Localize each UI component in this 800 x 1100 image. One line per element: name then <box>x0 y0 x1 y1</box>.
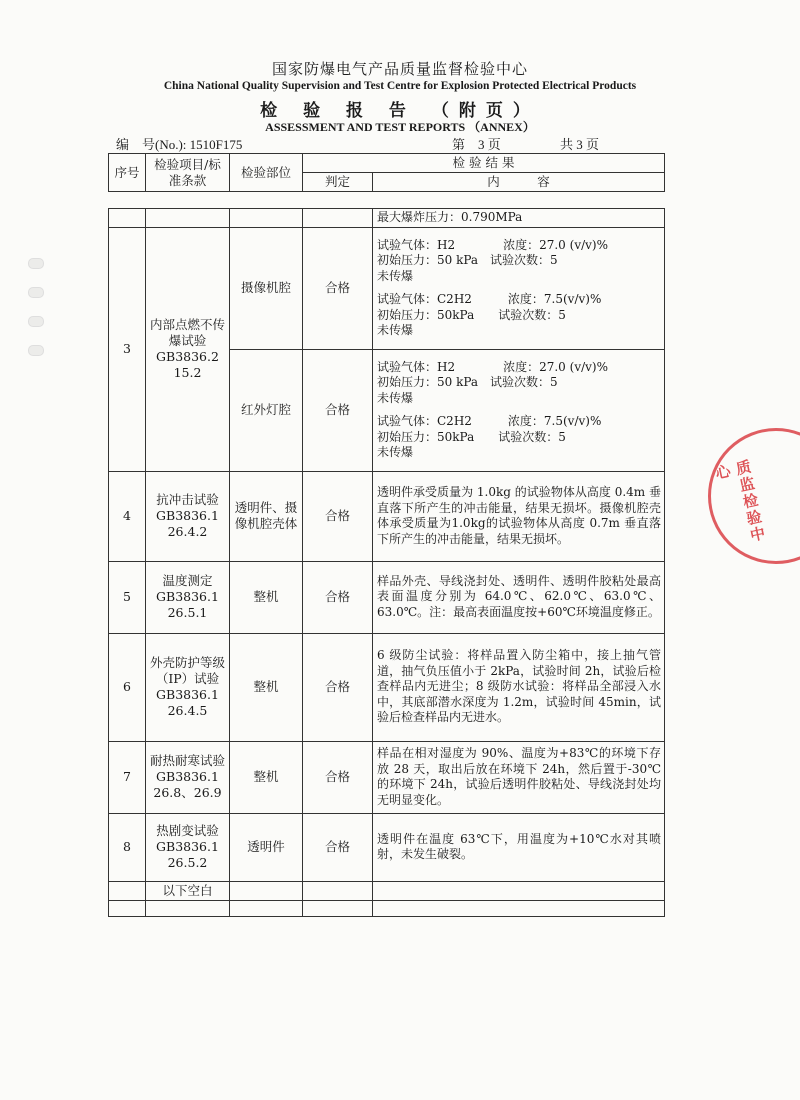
row-result <box>373 633 665 741</box>
report-title-en: ASSESSMENT AND TEST REPORTS （ANNEX） <box>265 120 535 134</box>
result-text: 样品在相对湿度为 90%、温度为+83℃的环境下存放 28 天，取出后放在环境下 24h，然后置于-30℃的环境下 24h，试验后透明件胶粘处、导线浇封处均无明显变化。 <box>377 746 661 807</box>
row-verdict: 合格 <box>303 741 373 813</box>
row-verdict <box>303 881 373 900</box>
result-line: 未传爆 <box>377 445 414 459</box>
row-part: 透明件、摄像机腔壳体 <box>230 471 303 561</box>
table-row <box>109 813 665 881</box>
column-header-table <box>108 153 665 192</box>
row-seq <box>109 209 146 228</box>
col-part: 检验部位 <box>230 154 303 192</box>
result-line: 试验气体：C2H2 浓度：7.5(v/v)% <box>377 292 602 306</box>
page-number: 第 3 页 <box>452 137 501 152</box>
row-result <box>373 209 665 228</box>
result-line: 初始压力：50 kPa 试验次数：5 <box>377 375 558 389</box>
result-line: 最大爆炸压力：0.790MPa <box>377 210 523 224</box>
row-result <box>373 900 665 916</box>
result-text: 透明件承受质量为 1.0kg 的试验物体从高度 0.4m 垂直落下所产生的冲击能量，结果无损坏。摄像机腔壳体承受质量为1.0kg的试验物体从高度 0.7m 垂直落下所产生的冲击能量，结果无损坏。 <box>377 485 661 546</box>
row-seq: 7 <box>109 741 146 813</box>
row-result <box>373 741 665 813</box>
row-part: 整机 <box>230 741 303 813</box>
row-result <box>373 227 665 349</box>
row-verdict <box>303 900 373 916</box>
result-line: 初始压力：50kPa 试验次数：5 <box>377 429 566 444</box>
row-verdict: 合格 <box>303 227 373 349</box>
row-verdict: 合格 <box>303 471 373 561</box>
row-seq: 3 <box>109 227 146 471</box>
row-seq: 5 <box>109 561 146 633</box>
row-part: 红外灯腔 <box>230 349 303 471</box>
row-part <box>230 209 303 228</box>
row-result <box>373 881 665 900</box>
row-verdict: 合格 <box>303 813 373 881</box>
row-seq: 6 <box>109 633 146 741</box>
row-part: 整机 <box>230 561 303 633</box>
row-item: 外壳防护等级（IP）试验 GB3836.1 26.4.5 <box>146 633 230 741</box>
result-line: 试验气体：H2 浓度：27.0 (v/v)% <box>377 359 609 374</box>
col-content: 内 容 <box>373 173 665 192</box>
row-item: 热剧变试验 GB3836.1 26.5.2 <box>146 813 230 881</box>
row-verdict: 合格 <box>303 349 373 471</box>
table-row <box>109 227 665 349</box>
binding-hole <box>28 345 44 356</box>
binding-hole <box>28 287 44 298</box>
row-part <box>230 900 303 916</box>
result-text: 6 级防尘试验：将样品置入防尘箱中，接上抽气管道，抽气负压值小于 2kPa，试验时间 2h，试验后检查样品内无进尘；8 级防水试验：将样品全部浸入水中，其底部潜水深度为 1.2m，试验时间 45min，试验后检查样品内无进水。 <box>377 648 661 725</box>
result-line: 未传爆 <box>377 268 414 283</box>
result-line: 未传爆 <box>377 323 414 337</box>
row-result <box>373 561 665 633</box>
results-table <box>108 208 665 917</box>
row-item: 温度测定 GB3836.1 26.5.1 <box>146 561 230 633</box>
row-seq <box>109 900 146 916</box>
row-verdict: 合格 <box>303 561 373 633</box>
report-title-cn: 检 验 报 告 （附页） <box>260 101 540 121</box>
stamp-text: 质监检验中心 <box>712 458 768 546</box>
row-part: 整机 <box>230 633 303 741</box>
row-seq: 8 <box>109 813 146 881</box>
table-row <box>109 561 665 633</box>
binding-hole <box>28 316 44 327</box>
result-line: 初始压力：50kPa 试验次数：5 <box>377 307 566 322</box>
row-verdict: 合格 <box>303 633 373 741</box>
report-number: 编 号(No.): 1510F175 <box>116 137 243 152</box>
table-row <box>109 881 665 900</box>
blank-label: 以下空白 <box>146 881 230 900</box>
table-row <box>109 633 665 741</box>
row-part <box>230 881 303 900</box>
row-seq <box>109 881 146 900</box>
result-text: 样品外壳、导线浇封处、透明件、透明件胶粘处最高表面温度分别为 64.0℃、62.0℃、63.0℃、63.0℃。注：最高表面温度按+60℃环境温度修正。 <box>377 573 661 619</box>
table-row <box>109 471 665 561</box>
org-name-cn: 国家防爆电气产品质量监督检验中心 <box>271 60 528 78</box>
row-result <box>373 349 665 471</box>
row-item: 抗冲击试验 GB3836.1 26.4.2 <box>146 471 230 561</box>
table-row <box>109 209 665 228</box>
result-line: 试验气体：H2 浓度：27.0 (v/v)% <box>377 237 609 252</box>
row-part: 摄像机腔 <box>230 227 303 349</box>
official-seal-stamp <box>708 428 800 564</box>
result-line: 初始压力：50 kPa 试验次数：5 <box>377 253 558 267</box>
page-total: 共 3 页 <box>560 137 600 152</box>
binding-hole <box>28 258 44 269</box>
table-row <box>109 741 665 813</box>
result-text: 透明件在温度 63℃下，用温度为+10℃水对其喷射，未发生破裂。 <box>377 831 661 861</box>
col-seq: 序号 <box>109 154 146 192</box>
row-item: 耐热耐寒试验 GB3836.1 26.8、26.9 <box>146 741 230 813</box>
row-seq: 4 <box>109 471 146 561</box>
col-verdict: 判定 <box>303 173 373 192</box>
org-name-en: China National Quality Supervision and Test Centre for Explosion Protected Electrical Products <box>163 80 637 92</box>
col-result-group: 检 验 结 果 <box>303 154 665 173</box>
row-item: 内部点燃不传爆试验 GB3836.2 15.2 <box>146 227 230 471</box>
result-line: 未传爆 <box>377 390 414 405</box>
row-result <box>373 813 665 881</box>
row-item <box>146 900 230 916</box>
row-verdict <box>303 209 373 228</box>
row-result <box>373 471 665 561</box>
table-row <box>109 900 665 916</box>
row-item <box>146 209 230 228</box>
binding-holes <box>28 258 44 374</box>
row-part: 透明件 <box>230 813 303 881</box>
col-item: 检验项目/标准条款 <box>146 154 230 192</box>
result-line: 试验气体：C2H2 浓度：7.5(v/v)% <box>377 414 602 428</box>
